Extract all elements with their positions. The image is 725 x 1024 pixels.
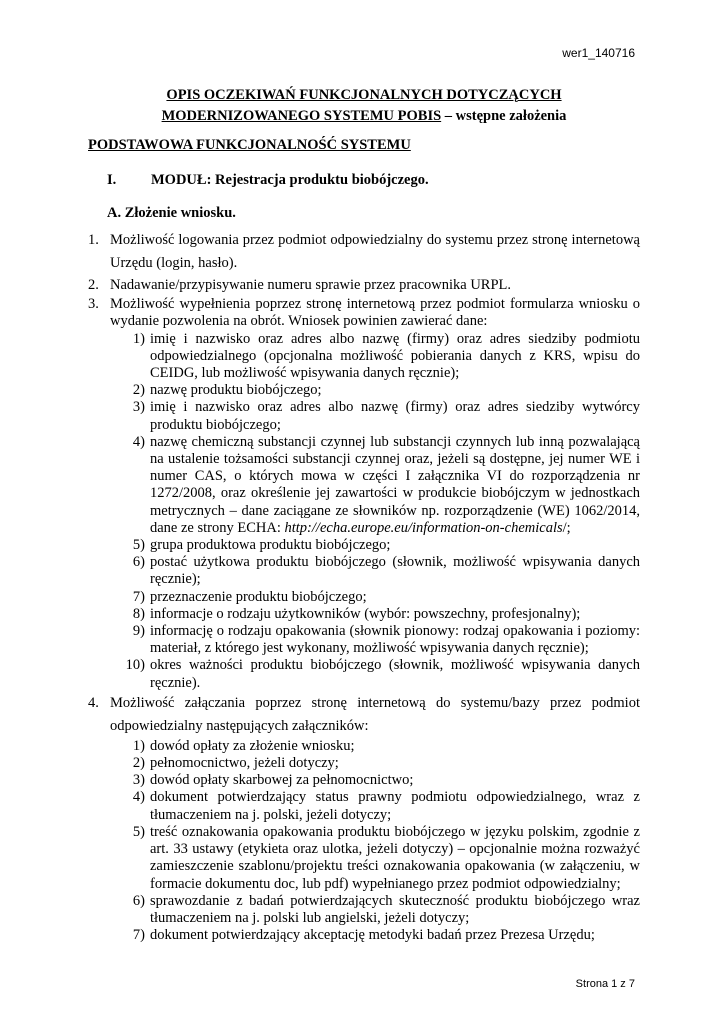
sub-text-tail: /; — [562, 519, 571, 536]
sub-text: przeznaczenie produktu biobójczego; — [150, 588, 367, 605]
title-line-2: MODERNIZOWANEGO SYSTEMU POBIS — [161, 108, 442, 124]
sub-number: 9) — [132, 623, 145, 640]
sub-text: informacje o rodzaju użytkowników (wybór: powszechny, profesjonalny); — [150, 605, 581, 622]
sub-number: 3) — [132, 399, 145, 416]
sub-number: 4) — [132, 433, 145, 450]
module-heading — [107, 172, 429, 189]
item-number: 3. — [88, 296, 99, 313]
sub-item — [110, 606, 640, 623]
sub-text: nazwę produktu biobójczego; — [150, 382, 322, 399]
title-suffix: – wstępne założenia — [441, 108, 567, 124]
sub-number: 1) — [132, 737, 145, 754]
item-number: 4. — [88, 694, 99, 711]
sub-item — [110, 772, 640, 789]
sub-item — [110, 434, 640, 537]
sub-text: dokument potwierdzający status prawny podmiotu odpowiedzialnego, wraz z tłumaczeniem na j. polski, jeżeli dotyczy; — [150, 789, 640, 823]
sub-text: postać użytkowa produktu biobójczego (słownik, możliwość wpisywania danych ręcznie); — [150, 554, 640, 588]
list-item — [88, 229, 640, 275]
sub-item — [110, 623, 640, 657]
title-line-1: OPIS OCZEKIWAŃ FUNKCJONALNYCH DOTYCZĄCYCH — [166, 87, 562, 103]
sub-text: imię i nazwisko oraz adres albo nazwę (firmy) oraz adres siedziby podmiotu odpowiedzialnego (opcjonalna możliwość pobierania danych z KRS, wpisu do CEIDG, lub możliwość wpisywania danych ręcznie); — [150, 330, 640, 382]
sub-text: treść oznakowania opakowania produktu biobójczego w języku polskim, zgodnie z art. 33 ustawy (etykieta oraz ulotka, jeżeli dotyczy) – opcjonalnie można rozważyć zamieszczenie szablonu/projektu treści oznakowania opakowania (w załączeniu, w formacie dokumentu doc, lub pdf) wypełnianego przez podmiot odpowiedzialny; — [150, 823, 640, 892]
sub-text: pełnomocnictwo, jeżeli dotyczy; — [150, 755, 339, 772]
subheading: A. Złożenie wniosku. — [107, 205, 236, 221]
sub-text: dowód opłaty za złożenie wniosku; — [150, 737, 355, 754]
sub-item — [110, 554, 640, 588]
sub-number: 3) — [132, 772, 145, 789]
sub-item — [110, 399, 640, 433]
list-item — [88, 277, 640, 294]
sub-item — [110, 824, 640, 893]
sub-item — [110, 589, 640, 606]
item-text: Możliwość załączania poprzez stronę internetową do systemu/bazy przez podmiot odpowiedzialny następujących załączników: — [110, 694, 640, 734]
module-title: MODUŁ: Rejestracja produktu biobójczego. — [151, 172, 429, 188]
sub-item — [110, 893, 640, 927]
list-item — [88, 296, 640, 330]
sub-item — [110, 331, 640, 383]
sub-number: 2) — [132, 755, 145, 772]
sub-text — [150, 434, 640, 537]
sub-number: 6) — [132, 554, 145, 571]
sub-number: 6) — [132, 892, 145, 909]
sub-text: sprawozdanie z badań potwierdzających skuteczność produktu biobójczego wraz tłumaczeniem na j. polski lub angielski, jeżeli dotyczy; — [150, 892, 640, 926]
item-number: 2. — [88, 277, 99, 293]
sub-item — [110, 789, 640, 823]
sub-text: dowód opłaty skarbowej za pełnomocnictwo; — [150, 772, 414, 789]
item-text: Nadawanie/przypisywanie numeru sprawie przez pracownika URPL. — [110, 277, 512, 293]
item-text: Możliwość wypełnienia poprzez stronę internetową przez podmiot formularza wniosku o wydanie pozwolenia na obrót. Wniosek powinien zawierać dane: — [110, 296, 640, 330]
module-number: I. — [107, 172, 117, 188]
sub-text: okres ważności produktu biobójczego (słownik, możliwość wpisywania danych ręcznie). — [150, 657, 640, 691]
document-title — [88, 85, 640, 127]
sub-number: 5) — [132, 537, 145, 554]
sub-item — [110, 738, 640, 755]
sub-number: 5) — [132, 823, 145, 840]
sub-number: 2) — [132, 382, 145, 399]
sub-item — [110, 382, 640, 399]
page-number: Strona 1 z 7 — [575, 978, 635, 990]
sub-number: 4) — [132, 789, 145, 806]
version-label: wer1_140716 — [562, 46, 635, 60]
sub-item — [110, 537, 640, 554]
item-number: 1. — [88, 232, 99, 248]
sub-text-body: nazwę chemiczną substancji czynnej lub substancji czynnych lub inną pozwalającą na ustalenie tożsamości substancji czynnej oraz, jeżeli są dostępne, jej numer WE i numer CAS, o których mowa w części I załącznika VI do rozporządzenia nr 1272/2008, oraz określenie jej zawartości w produkcie biobójczym w jednostkach metrycznych – dane zaciągane ze słowników np. rozporządzenie (WE) 1062/2014, dane ze strony ECHA: — [150, 433, 640, 536]
sub-item — [110, 657, 640, 691]
list-item — [88, 692, 640, 738]
sub-number: 10) — [125, 657, 145, 674]
sub-number: 7) — [132, 588, 145, 605]
sub-number: 8) — [132, 605, 145, 622]
sub-text: imię i nazwisko oraz adres albo nazwę (firmy) oraz adres siedziby wytwórcy produktu biobójczego; — [150, 399, 640, 433]
sub-number: 1) — [132, 330, 145, 347]
section-heading: PODSTAWOWA FUNKCJONALNOŚĆ SYSTEMU — [88, 137, 411, 153]
sub-text: grupa produktowa produktu biobójczego; — [150, 537, 391, 554]
sub-text: dokument potwierdzający akceptację metodyki badań przez Prezesa Urzędu; — [150, 927, 595, 944]
sub-text: informację o rodzaju opakowania (słownik pionowy: rodzaj opakowania i poziomy: materiał, z którego jest wykonany, możliwość wpisywania danych ręcznie); — [150, 623, 640, 657]
requirements-list — [88, 229, 640, 944]
echa-link[interactable]: http://echa.europe.eu/information-on-chemicals — [284, 519, 563, 536]
sub-item — [110, 927, 640, 944]
item-text: Możliwość logowania przez podmiot odpowiedzialny do systemu przez stronę internetową Urzędu (login, hasło). — [110, 232, 640, 271]
sub-item — [110, 755, 640, 772]
sub-number: 7) — [132, 927, 145, 944]
